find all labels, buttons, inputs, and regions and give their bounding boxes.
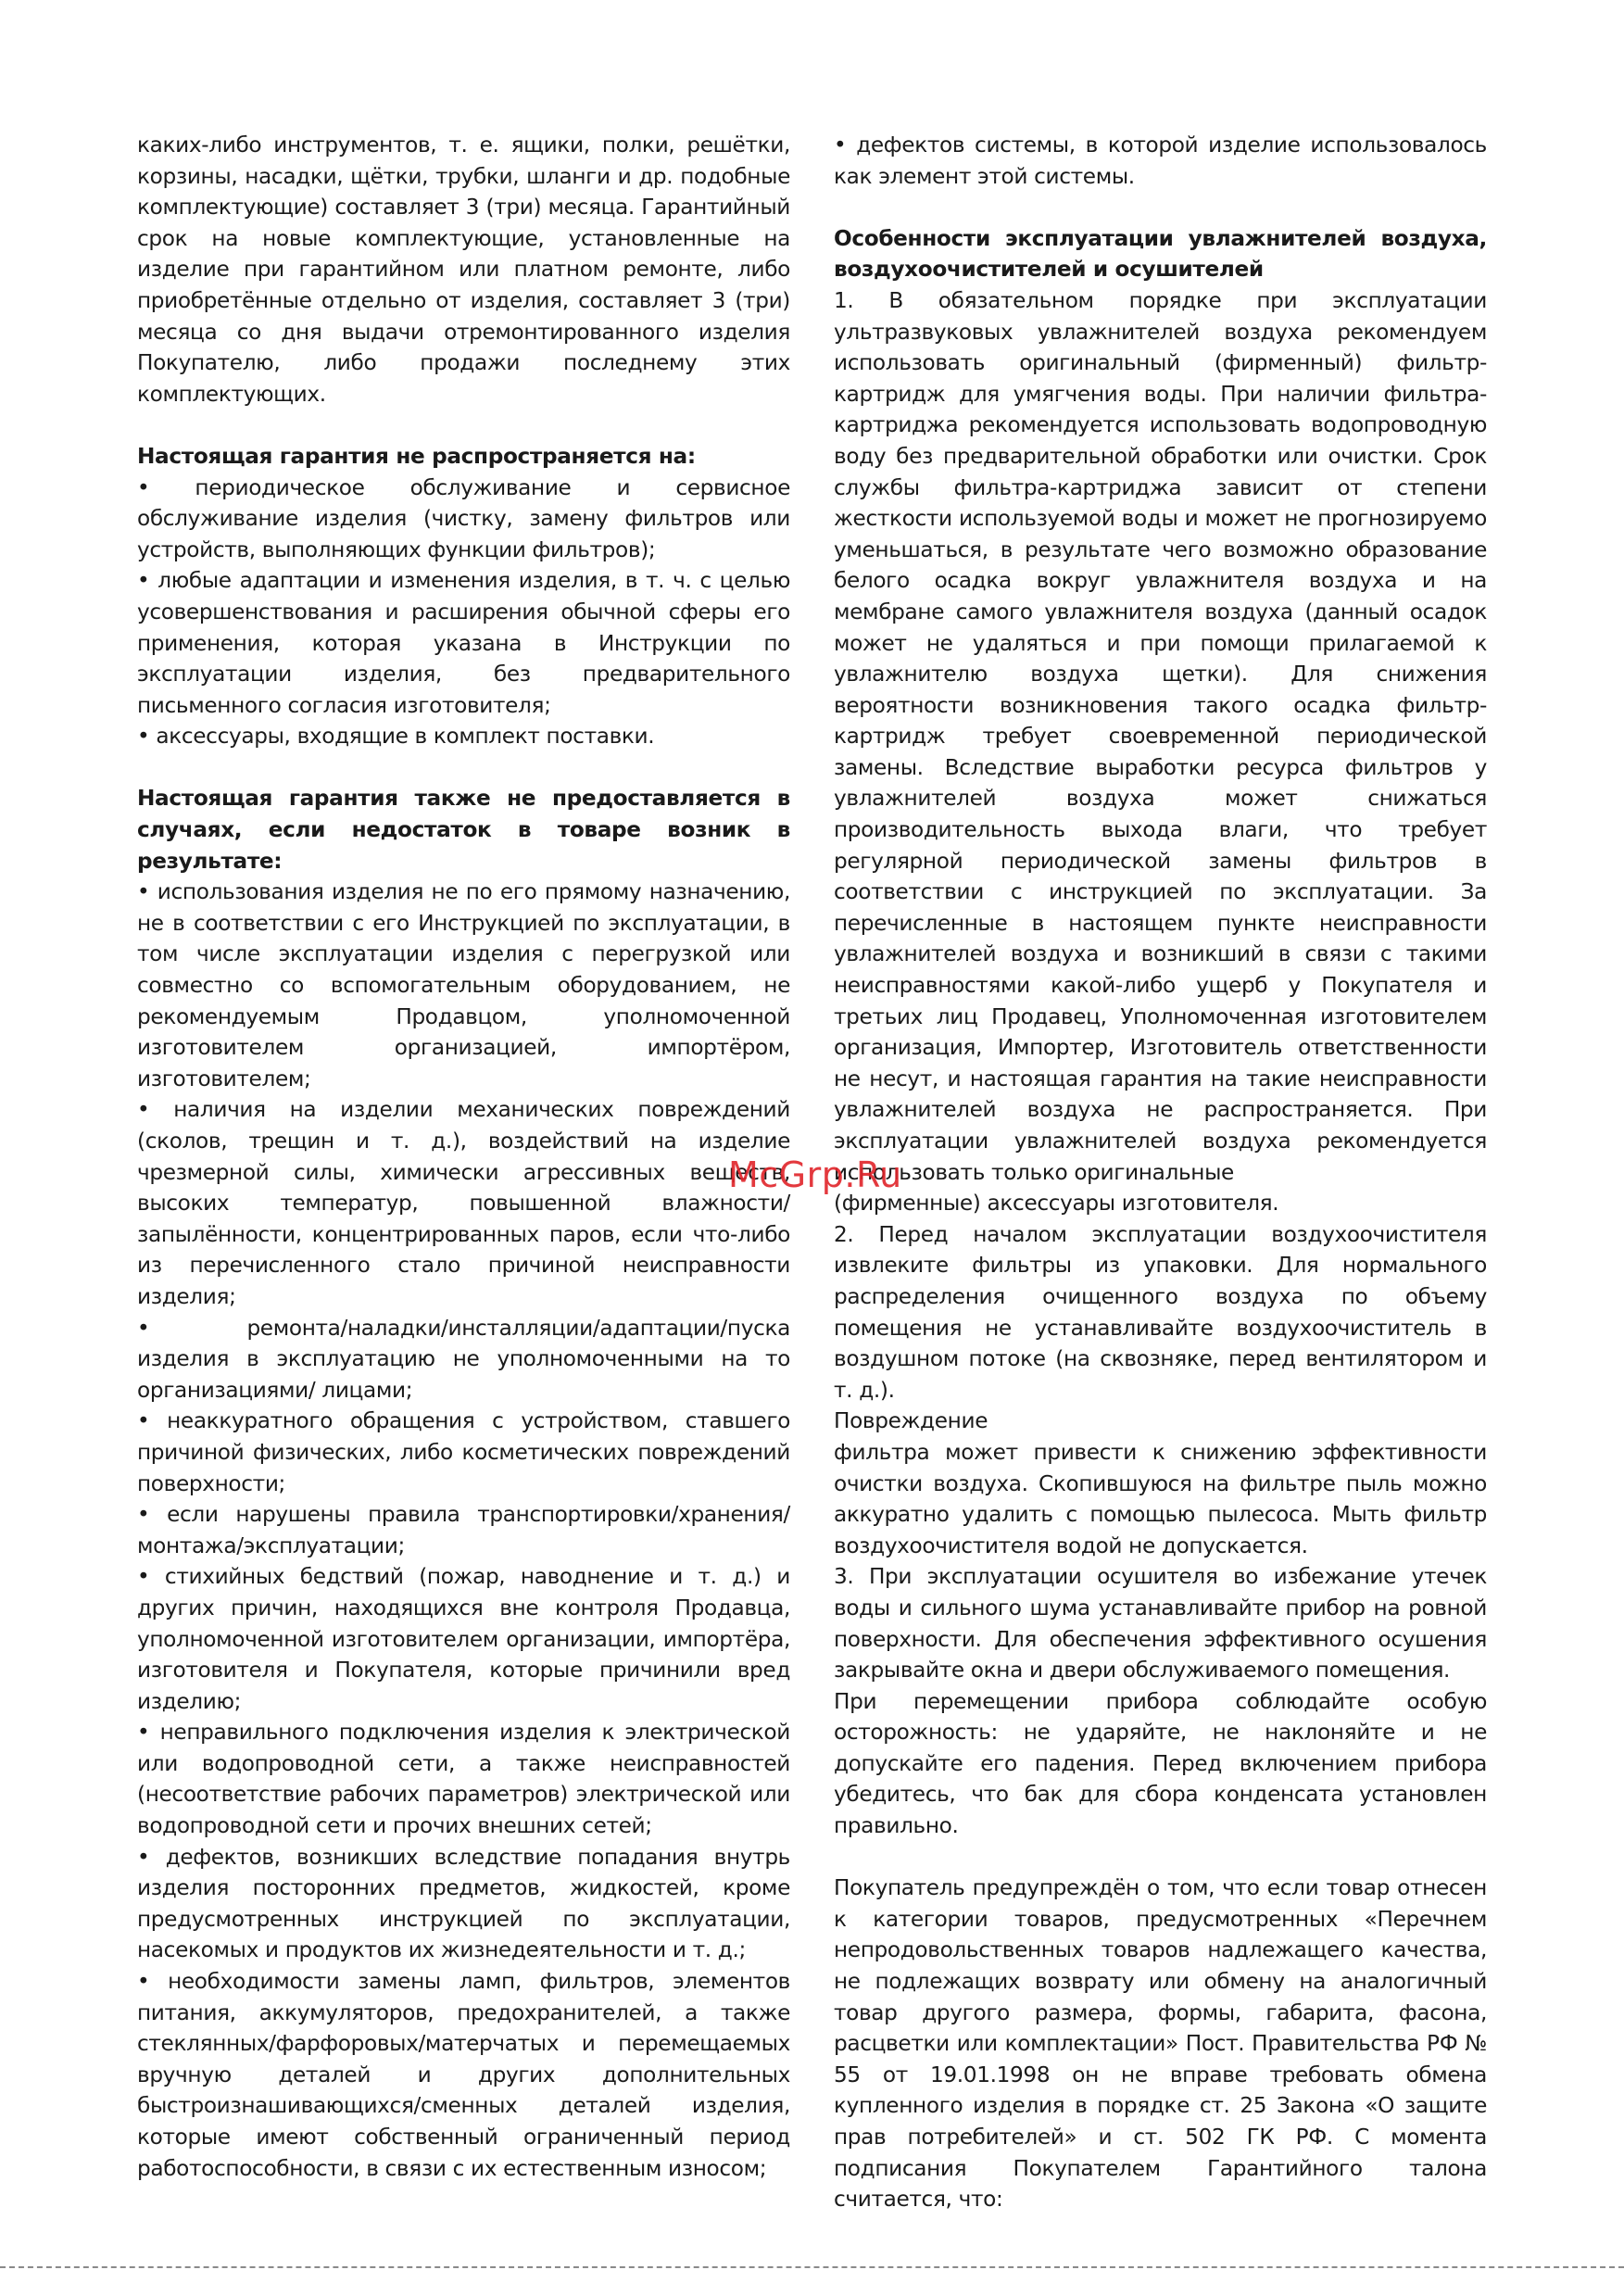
list-item: • наличия на изделии механических повреждений (сколов, трещин и т. д.), воздействий на изделие чрезмерной силы, химически агрессивных веществ, высоких температур, повышенной влажности/запылённости, концентрированных паров, если что-либо из перечисленного стало причиной неисправности изделия;	[137, 1097, 790, 1309]
list-item: • дефектов системы, в которой изделие использовалось как элемент этой системы.	[834, 132, 1487, 189]
list-item: • ремонта/наладки/инсталляции/адаптации/пуска изделия в эксплуатацию не уполномоченными на то организациями/ лицами;	[137, 1315, 790, 1403]
list-item: • неправильного подключения изделия к электрической или водопроводной сети, а также неисправностей (несоответствие рабочих параметров) электрической или водопроводной сети и прочих внешних сетей;	[137, 1720, 790, 1839]
left-intro-paragraph: каких-либо инструментов, т. е. ящики, полки, решётки, корзины, насадки, щётки, трубки, шланги и др. подобные комплектующие) составляет 3 (три) месяца. Гарантийный срок на новые комплектующие, установленные на изделие при гарантийном или платном ремонте, либо приобретённые отдельно от изделия, составляет 3 (три) месяца со дня выдачи отремонтированного изделия Покупателю, либо продажи последнему этих комплектующих.	[137, 132, 790, 407]
paragraph-dehumidifier-moving: При перемещении прибора соблюдайте особую осторожность: не ударяйте, не наклоняйте и не допускайте его падения. Перед включением прибора убедитесь, что бак для сбора конденсата установлен правильно.	[834, 1688, 1487, 1839]
section-heading-humidifiers: Особенности эксплуатации увлажнителей воздуха, воздухоочистителей и осушителей	[834, 225, 1487, 283]
list-item: • стихийных бедствий (пожар, наводнение и т. д.) и других причин, находящихся вне контроля Продавца, уполномоченной изготовителем организации, импортёра, изготовителя и Покупателя, которые причинили вред изделию;	[137, 1564, 790, 1714]
list-item: • периодическое обслуживание и сервисное обслуживание изделия (чистку, замену фильтров или устройств, выполняющих функции фильтров);	[137, 474, 790, 562]
paragraph-buyer-notice: Покупатель предупреждён о том, что если товар отнесен к категории товаров, предусмотренных «Перечнем непродовольственных товаров надлежащего качества, не подлежащих возврату или обмену на аналогичный товар другого размера, формы, габарита, фасона, расцветки или комплектации» Пост. Правительства РФ № 55 от 19.01.1998 он не вправе требовать обмена купленного изделия в порядке ст. 25 Закона «О защите прав потребителей» и ст. 502 ГК РФ. С момента подписания Покупателем Гарантийного талона считается, что:	[834, 1875, 1487, 2213]
list-item: • если нарушены правила транспортировки/хранения/монтажа/эксплуатации;	[137, 1502, 790, 1558]
list-item: • аксессуары, входящие в комплект поставки.	[137, 724, 655, 750]
paragraph-dehumidifier: 3. При эксплуатации осушителя во избежание утечек воды и сильного шума устанавливайте прибор на ровной поверхности. Для обеспечения эффективного осушения закрывайте окна и двери обслуживаемого помещения.	[834, 1564, 1487, 1684]
section-heading-not-covered: Настоящая гарантия не распространяется на:	[137, 443, 696, 469]
page-bottom-divider	[0, 2266, 1624, 2268]
list-item: • необходимости замены ламп, фильтров, элементов питания, аккумуляторов, предохранителей, а также стеклянных/фарфоровых/матерчатых и перемещаемых вручную деталей и других дополнительных быстроизнашивающихся/сменных деталей изделия, которые имеют собственный ограниченный период работоспособности, в связи с их естественным износом;	[137, 1969, 790, 2181]
paragraph-air-purifier-cont: фильтра может привести к снижению эффективности очистки воздуха. Скопившуюся на фильтре пыль можно аккуратно удалить с помощью пылесоса. Мыть фильтр воздухоочистителя водой не допускается.	[834, 1439, 1487, 1558]
list-item: • использования изделия не по его прямому назначению, не в соответствии с его Инструкцией по эксплуатации, в том числе эксплуатации изделия с перегрузкой или совместно со вспомогательным оборудованием, не рекомендуемым Продавцом, уполномоченной изготовителем организацией, импортёром, изготовителем;	[137, 879, 790, 1091]
paragraph-humidifiers: 1. В обязательном порядке при эксплуатации ультразвуковых увлажнителей воздуха рекомендуем использовать оригинальный (фирменный) фильтр-картридж для умягчения воды. При наличии фильтра-картриджа рекомендуется использовать водопроводную воду без предварительной обработки или очистки. Срок службы фильтра-картриджа зависит от степени жесткости используемой воды и может не прогнозируемо уменьшаться, в результате чего возможно образование белого осадка вокруг увлажнителя воздуха и на мембране самого увлажнителя воздуха (данный осадок может не удаляться и при помощи прилагаемой к увлажнителю воздуха щетки). Для снижения вероятности возникновения такого осадка фильтр-картридж требует своевременной периодической замены. Вследствие выработки ресурса фильтров у увлажнителей воздуха может снижаться производительность выхода влаги, что требует регулярной периодической замены фильтров в соответствии с инструкцией по эксплуатации. За перечисленные в настоящем пункте неисправности увлажнителей воздуха и возникший в связи с такими неисправностями какой-либо ущерб у Покупателя и третьих лиц Продавец, Уполномоченная изготовителем организация, Импортер, Изготовитель ответственности не несут, и настоящая гарантия на такие неисправности увлажнителей воздуха не распространяется. При эксплуатации увлажнителей воздуха рекомендуется использовать только оригинальные	[834, 287, 1487, 1185]
watermark: McGrp.Ru	[728, 1154, 902, 1195]
list-item: • дефектов, возникших вследствие попадания внутрь изделия посторонних предметов, жидкостей, кроме предусмотренных инструкцией по эксплуатации, насекомых и продуктов их жизнедеятельности и т. д.;	[137, 1844, 790, 1963]
list-item: • неаккуратного обращения с устройством, ставшего причиной физических, либо косметических повреждений поверхности;	[137, 1408, 790, 1496]
paragraph-air-purifier-word: Повреждение	[834, 1408, 988, 1434]
paragraph-humidifiers-tail: (фирменные) аксессуары изготовителя.	[834, 1191, 1279, 1217]
right-column	[834, 130, 1487, 2215]
section-heading-exclusions: Настоящая гарантия также не предоставляется в случаях, если недостаток в товаре возник в результате:	[137, 786, 790, 874]
paragraph-air-purifier: 2. Перед началом эксплуатации воздухоочистителя извлеките фильтры из упаковки. Для нормального распределения очищенного воздуха по объему помещения не устанавливайте воздухоочиститель в воздушном потоке (на сквозняке, перед вентилятором и т. д.).	[834, 1221, 1487, 1403]
list-item: • любые адаптации и изменения изделия, в т. ч. с целью усовершенствования и расширения обычной сферы его применения, которая указана в Инструкции по эксплуатации изделия, без предварительного письменного согласия изготовителя;	[137, 568, 790, 718]
left-column	[137, 130, 790, 2184]
